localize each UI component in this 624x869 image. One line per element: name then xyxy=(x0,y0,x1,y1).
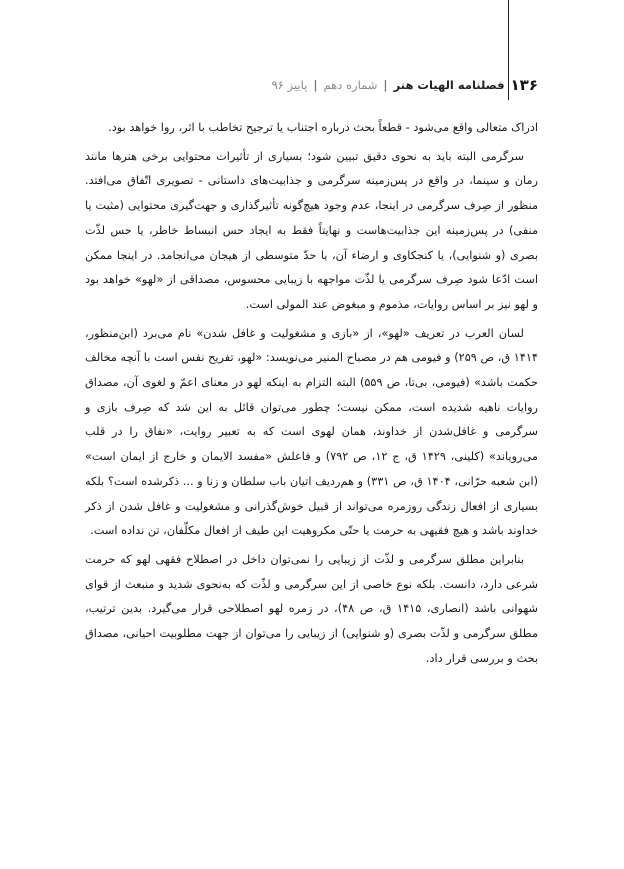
issue-season: پاییز ۹۶ xyxy=(271,77,308,92)
page-number: ۱۳۶ xyxy=(510,76,538,94)
header-separator: | xyxy=(313,77,318,92)
paragraph: لسان العرب در تعریف «لهو»، از «بازی و مشغولیت و غافل شدن» نام می‌برد (ابن‌منظور، ۱۴۱۴ ق، ص ۲۵۹) و فیومی هم در مصباح المنیر می‌نویسد: «لهو، تفریح نفس است با آنچه مخالف حکمت باشد» (فیومی، بی‌تا، ص ۵۵۹) البته التزام به اینکه لهو در معنای اعمّ و لغوی آن، مصداق روایات ناهیه شدیده است، ممکن نیست؛ چطور می‌توان قائل به این شد که صِرف بازی و سرگرمی و غافل‌شدن از خداوند، همان لهوی است که به تعبیر روایت، «نفاق را در قلب می‌رویاند» (کلینی، ۱۴۲۹ ق، ج ۱۲، ص ۷۹۲) و فاعلش «مفسد الایمان و خارج از ایمان است» (ابن شعبه حرّانی، ۱۴۰۴ ق، ص ۳۳۱) و هم‌ردیف اتیان باب سلطان و زنا و ... ذکرشده است؟ بلکه بسیاری از افعال زندگی روزمره می‌تواند از قبیل خوش‌گذرانی و مشغولیت و غافل شدن از ذکر خداوند باشد و هیچ فقیهی به حرمت یا حتّی مکروهیت این طیف از افعال مکلّفان، تن نداده است. xyxy=(85,326,539,538)
paragraph: ادراک متعالی واقع می‌شود - قطعاً بحث درباره اجتناب یا ترجیح تخاطب با اثر، روا خواهد بود. xyxy=(108,121,538,134)
paragraph: سرگرمی البته باید به نحوی دقیق تبیین شود؛ بسیاری از تأثیرات محتوایی برخی هنرها مانند رمان و سینما، در واقع در پس‌زمینه سرگرمی و جذابیت‌های داستانی - تصویری اتّفاق می‌افتد. منظور از صِرف سرگرمی در اینجا، عدم وجود هیچ‌گونه تأثیرگذاری و جهت‌گیری محتوایی (مثبت یا منفی) در پس‌زمینه این جذابیت‌هاست و نهایتاً فقط به ایجاد حس انبساط خاطر، یا حس لذّت بصری (و شنوایی)، یا کنجکاوی و ارضاء آن، یا حدّ متوسطی از هیجان می‌انجامد. در اینجا ممکن است ادّعا شود صِرف سرگرمی یا لذّت مواجهه با زیبایی محسوس، مصداقی از «لهو» خواهد بود و لهو نیز بر اساس روایات، مذموم و مبغوض عند المولی است. xyxy=(85,149,538,311)
header-separator: | xyxy=(383,77,388,92)
journal-title: فصلنامه الهیات هنر xyxy=(393,77,505,92)
article-body xyxy=(85,116,538,675)
paragraph: بنابراین مطلق سرگرمی و لذّت از زیبایی را نمی‌توان داخل در اصطلاح فقهی لهو که حرمت شرعی دارد، دانست. بلکه نوع خاصی از این سرگرمی و لذّت که به‌نحوی شدید و منبعث از قوای شهوانی باشد (انصاری، ۱۴۱۵ ق، ص ۴۸)، در زمره لهو اصطلاحی قرار می‌گیرد. بدین ترتیب، مطلق سرگرمی و لذّت بصری (و شنوایی) از زیبایی را می‌توان از جهت مطلوبیت احیانی، مصداق بحث و بررسی قرار داد. xyxy=(85,552,539,665)
running-header xyxy=(272,78,538,93)
issue-number: شماره دهم xyxy=(323,77,378,92)
